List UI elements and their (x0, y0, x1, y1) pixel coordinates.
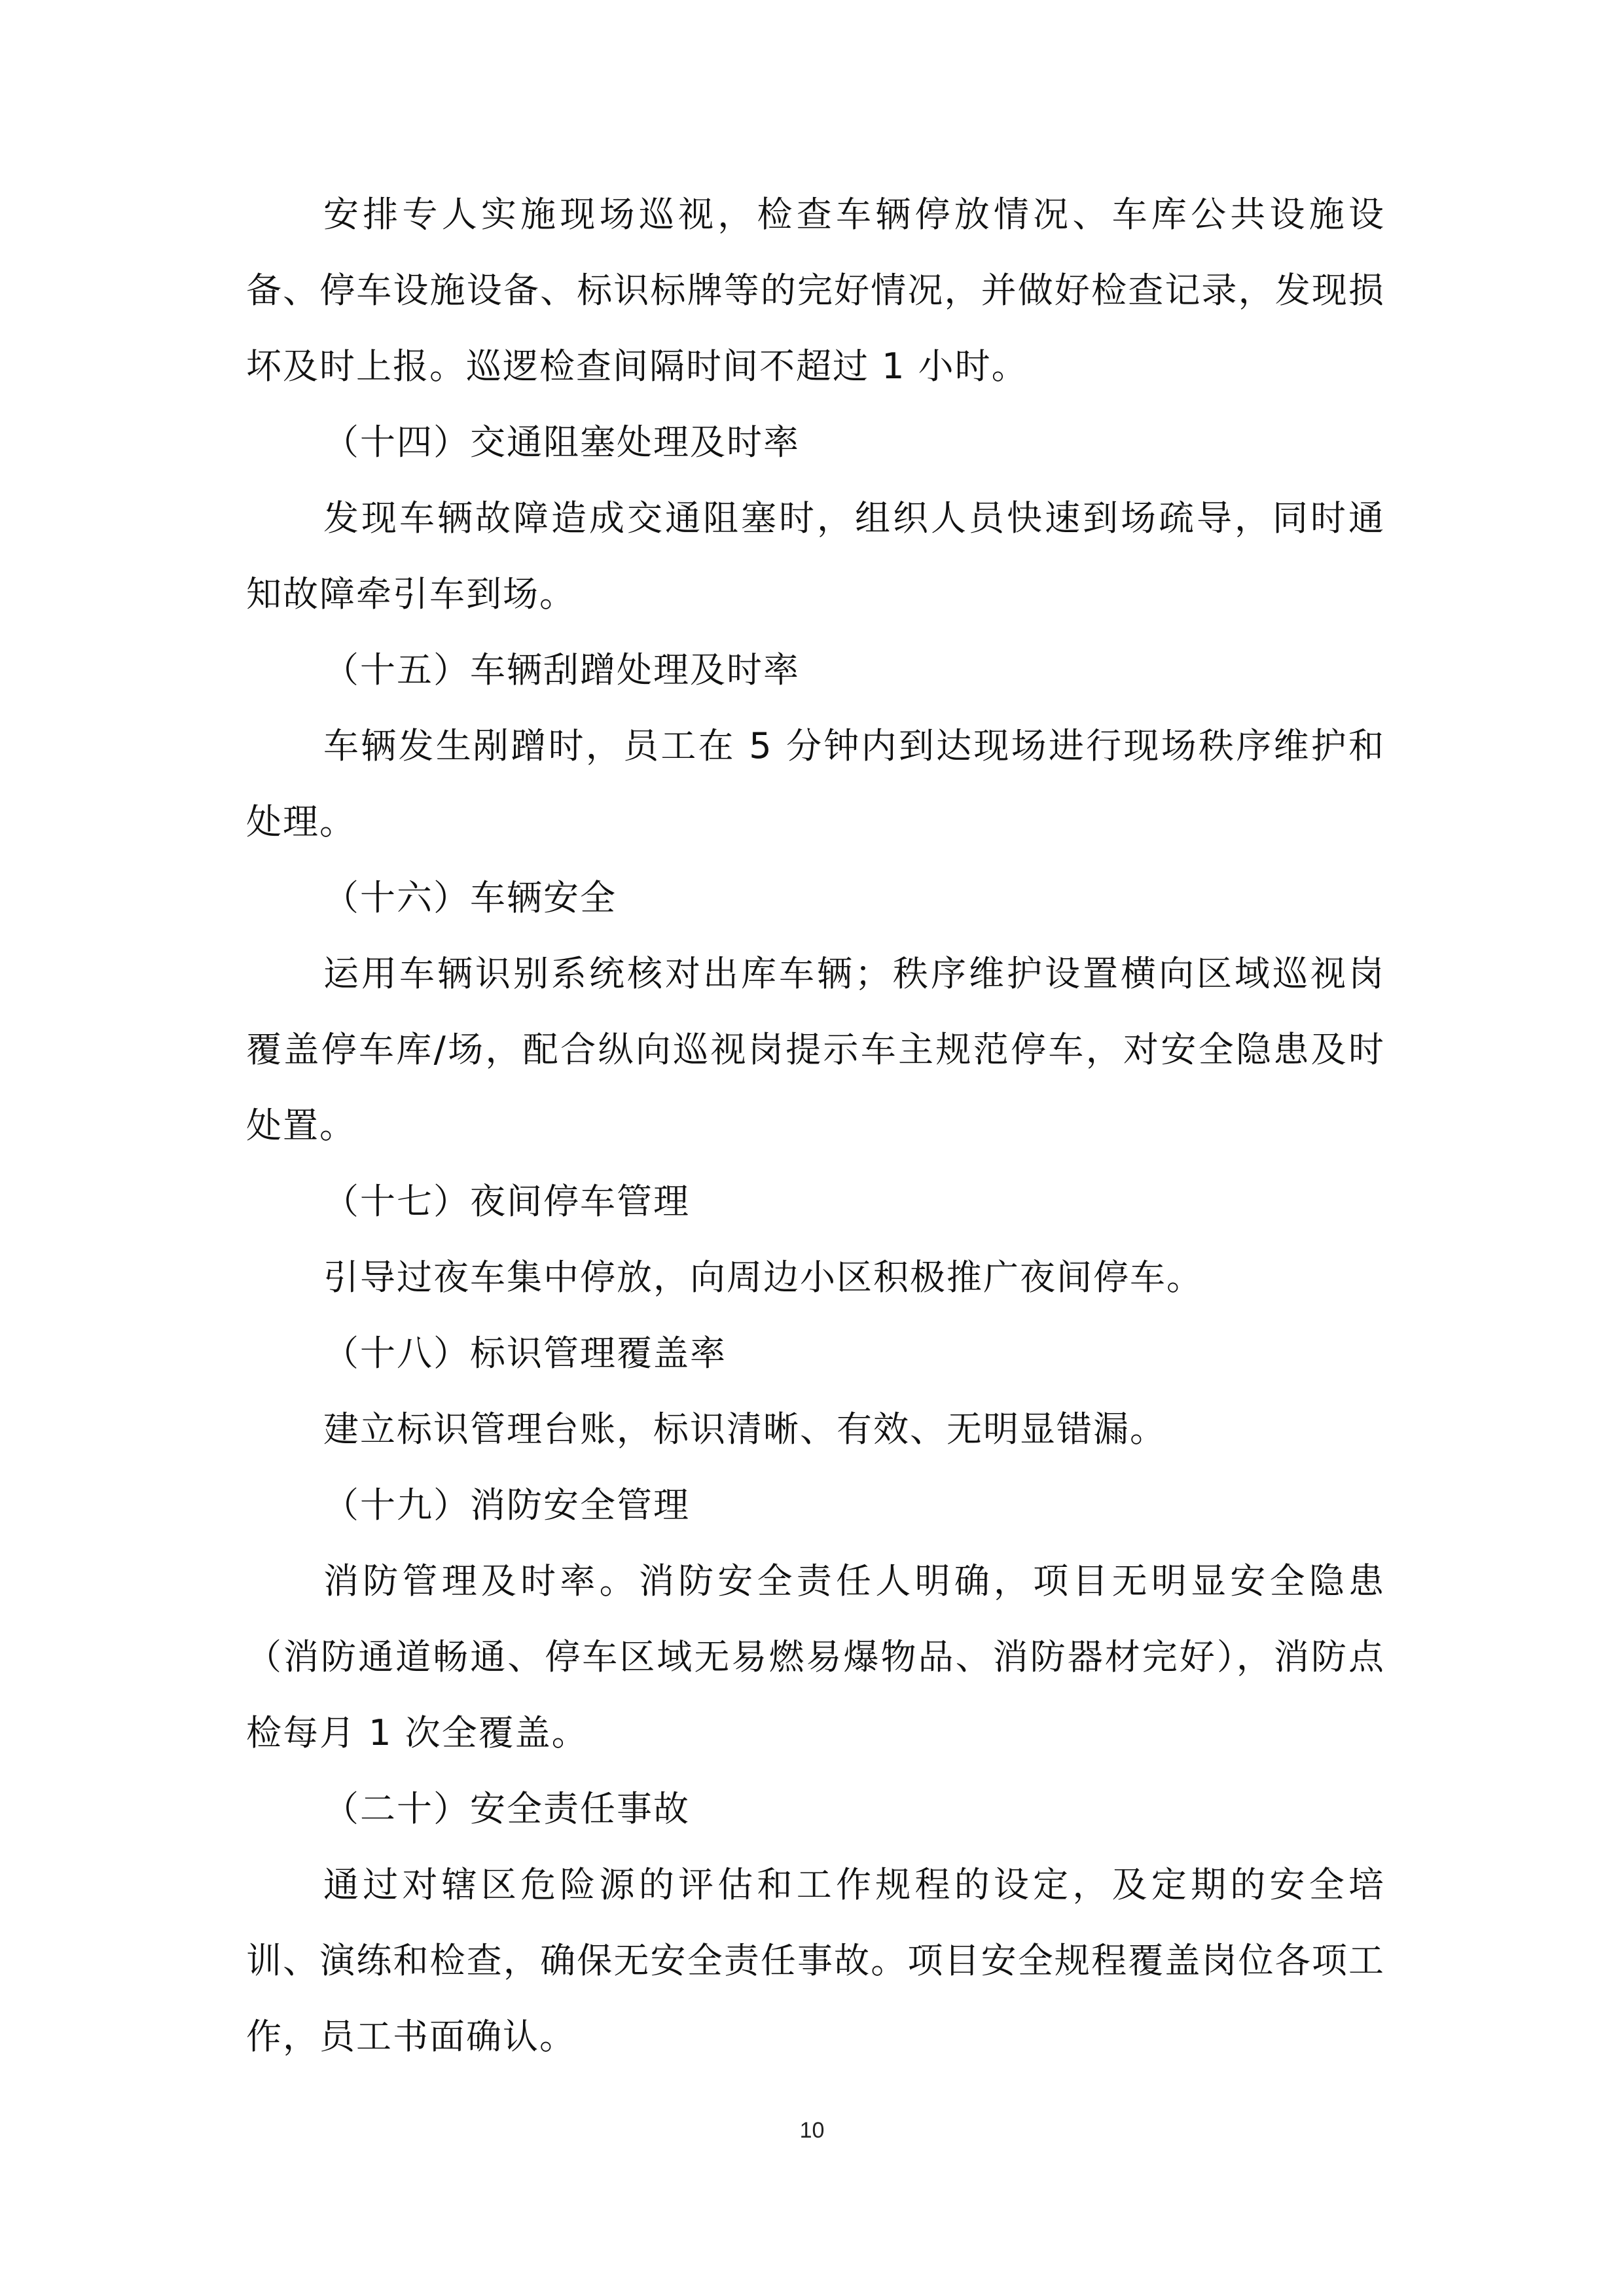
paragraph-vehicle-safety: 运用车辆识别系统核对出库车辆；秩序维护设置横向区域巡视岗覆盖停车库/场，配合纵向巡视岗提示车主规范停车，对安全隐患及时处置。 (246, 953, 1385, 1146)
paragraph-fire-safety: 消防管理及时率。消防安全责任人明确，项目无明显安全隐患（消防通道畅通、停车区域无易燃易爆物品、消防器材完好），消防点检每月 1 次全覆盖。 (246, 1560, 1385, 1753)
page-number: 10 (799, 2118, 825, 2143)
heading-traffic-blockage: （十四）交通阻塞处理及时率 (323, 422, 800, 463)
heading-safety-accident: （二十）安全责任事故 (323, 1788, 690, 1829)
paragraph-traffic-blockage: 发现车辆故障造成交通阻塞时，组织人员快速到场疏导，同时通知故障牵引车到场。 (246, 497, 1385, 615)
document-body (246, 177, 1385, 2075)
paragraph-vehicle-scratch: 车辆发生剐蹭时，员工在 5 分钟内到达现场进行现场秩序维护和处理。 (246, 725, 1385, 842)
heading-fire-safety: （十九）消防安全管理 (323, 1484, 690, 1526)
heading-vehicle-safety: （十六）车辆安全 (323, 877, 617, 918)
paragraph-safety-accident: 通过对辖区危险源的评估和工作规程的设定，及定期的安全培训、演练和检查，确保无安全责任事故。项目安全规程覆盖岗位各项工作，员工书面确认。 (246, 1864, 1385, 2057)
paragraph-patrol: 安排专人实施现场巡视，检查车辆停放情况、车库公共设施设备、停车设施设备、标识标牌等的完好情况，并做好检查记录，发现损坏及时上报。巡逻检查间隔时间不超过 1 小时。 (246, 194, 1385, 387)
heading-night-parking: （十七）夜间停车管理 (323, 1181, 690, 1222)
paragraph-signage-coverage: 建立标识管理台账，标识清晰、有效、无明显错漏。 (323, 1408, 1166, 1450)
paragraph-night-parking: 引导过夜车集中停放，向周边小区积极推广夜间停车。 (323, 1257, 1203, 1298)
heading-vehicle-scratch: （十五）车辆刮蹭处理及时率 (323, 649, 800, 691)
heading-signage-coverage: （十八）标识管理覆盖率 (323, 1333, 727, 1374)
